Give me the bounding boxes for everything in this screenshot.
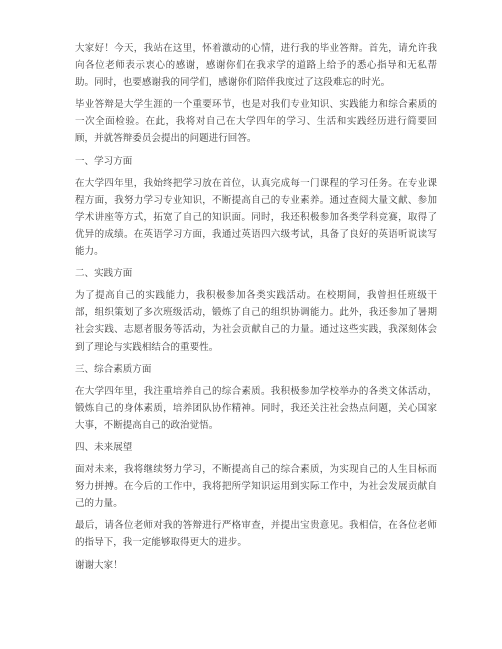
section-heading-study: 一、学习方面 <box>75 155 133 167</box>
document-body <box>75 40 437 579</box>
section-heading-practice: 二、实践方面 <box>75 268 133 280</box>
paragraph-study: 在大学四年里，我始终把学习放在首位，认真完成每一门课程的学习任务。在专业课程方面，我努力学习专业知识，不断提高自己的专业素养。通过查阅大量文献、参加学术讲座等方式，拓宽了自己的知识面。同时，我还积极参加各类学科竞赛，取得了优异的成绩。在英语学习方面，我通过英语四六级考试，具备了良好的英语听说读写能力。 <box>75 177 437 258</box>
paragraph-thanks: 谢谢大家！ <box>75 559 123 571</box>
paragraph-greeting: 大家好！今天，我站在这里，怀着激动的心情，进行我的毕业答辩。首先，请允许我向各位老师表示衷心的感谢，感谢你们在我求学的道路上给予的悉心指导和无私帮助。同时，也要感谢我的同学们，感谢你们陪伴我度过了这段难忘的时光。 <box>75 43 437 89</box>
paragraph-future: 面对未来，我将继续努力学习，不断提高自己的综合素质，为实现自己的人生目标而努力拼搏。在今后的工作中，我将把所学知识运用到实际工作中，为社会发展贡献自己的力量。 <box>75 464 437 510</box>
section-heading-quality: 三、综合素质方面 <box>75 363 152 375</box>
section-heading-future: 四、未来展望 <box>75 441 133 453</box>
paragraph-intro: 毕业答辩是大学生涯的一个重要环节，也是对我们专业知识、实践能力和综合素质的一次全面检验。在此，我将对自己在大学四年的学习、生活和实践经历进行简要回顾，并就答辩委员会提出的问题进行回答。 <box>75 99 437 145</box>
paragraph-quality: 在大学四年里，我注重培养自己的综合素质。我积极参加学校举办的各类文体活动，锻炼自己的身体素质，培养团队协作精神。同时，我还关注社会热点问题，关心国家大事，不断提高自己的政治觉悟。 <box>75 385 437 431</box>
paragraph-closing: 最后，请各位老师对我的答辩进行严格审查，并提出宝贵意见。我相信，在各位老师的指导下，我一定能够取得更大的进步。 <box>75 520 437 549</box>
paragraph-practice: 为了提高自己的实践能力，我积极参加各类实践活动。在校期间，我曾担任班级干部，组织策划了多次班级活动，锻炼了自己的组织协调能力。此外，我还参加了暑期社会实践、志愿者服务等活动，为社会贡献自己的力量。通过这些实践，我深刻体会到了理论与实践相结合的重要性。 <box>75 290 437 353</box>
